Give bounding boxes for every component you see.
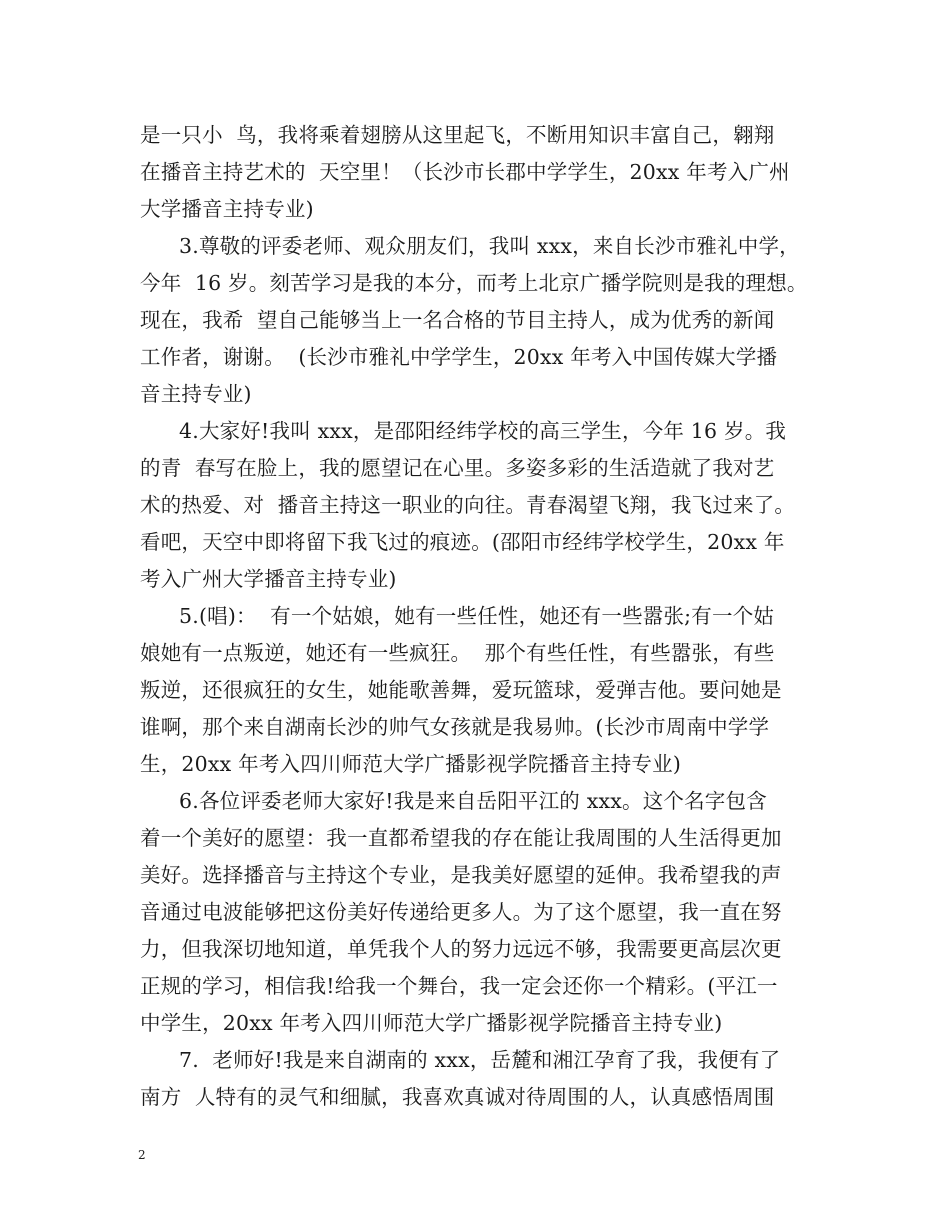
body-text-line: 术的热爱、对 播音主持这一职业的向往。青春渴望飞翔，我飞过来了。 [140, 493, 796, 517]
paragraph-first-line: 5.(唱)： 有一个姑娘，她有一些任性，她还有一些嚣张;有一个姑 [179, 604, 775, 628]
body-text-line: 在播音主持艺术的 天空里！（长沙市长郡中学学生，20xx 年考入广州 [140, 160, 790, 184]
body-text-line: 音主持专业) [140, 382, 252, 406]
body-text-line: 现在，我希 望自己能够当上一名合格的节目主持人，成为优秀的新闻 [140, 308, 775, 332]
body-text-line: 力，但我深切地知道，单凭我个人的努力远远不够，我需要更高层次更 [140, 937, 782, 961]
body-text-line: 生，20xx 年考入四川师范大学广播影视学院播音主持专业) [140, 752, 682, 776]
body-text-line: 着一个美好的愿望：我一直都希望我的存在能让我周围的人生活得更加 [140, 826, 782, 850]
body-text-line: 是一只小 鸟，我将乘着翅膀从这里起飞，不断用知识丰富自己，翱翔 [140, 123, 775, 147]
body-text-line: 正规的学习，相信我!给我一个舞台，我一定会还你一个精彩。(平江一 [140, 974, 778, 998]
body-text-line: 南方 人特有的灵气和细腻，我喜欢真诚对待周围的人，认真感悟周围 [140, 1085, 775, 1109]
body-text-line: 工作者，谢谢。 (长沙市雅礼中学学生，20xx 年考入中国传媒大学播 [140, 345, 778, 369]
body-text-line: 的青 春写在脸上，我的愿望记在心里。多姿多彩的生活造就了我对艺 [140, 456, 775, 480]
body-text-line: 考入广州大学播音主持专业) [140, 567, 397, 591]
body-text-line: 叛逆，还很疯狂的女生，她能歌善舞，爱玩篮球，爱弹吉他。要问她是 [140, 678, 782, 702]
body-text-line: 今年 16 岁。刻苦学习是我的本分，而考上北京广播学院则是我的理想。 [140, 271, 808, 295]
page-number: 2 [138, 1148, 146, 1162]
body-text-line: 美好。选择播音与主持这个专业，是我美好愿望的延伸。我希望我的声 [140, 863, 782, 887]
body-text-line: 看吧，天空中即将留下我飞过的痕迹。(邵阳市经纬学校学生，20xx 年 [140, 530, 785, 554]
paragraph-first-line: 4.大家好!我叫 xxx，是邵阳经纬学校的高三学生，今年 16 岁。我 [179, 419, 787, 443]
paragraph-first-line: 3.尊敬的评委老师、观众朋友们，我叫 xxx，来自长沙市雅礼中学， [179, 234, 800, 258]
body-text-line: 娘她有一点叛逆，她还有一些疯狂。 那个有些任性，有些嚣张，有些 [140, 641, 775, 665]
paragraph-first-line: 6.各位评委老师大家好!我是来自岳阳平江的 xxx。这个名字包含 [179, 789, 767, 813]
body-text-line: 音通过电波能够把这份美好传递给更多人。为了这个愿望，我一直在努 [140, 900, 782, 924]
body-text-line: 中学生，20xx 年考入四川师范大学广播影视学院播音主持专业) [140, 1011, 723, 1035]
body-text-line: 大学播音主持专业) [140, 197, 314, 221]
body-text-line: 谁啊，那个来自湖南长沙的帅气女孩就是我易帅。(长沙市周南中学学 [140, 715, 770, 739]
paragraph-first-line: 7. 老师好!我是来自湖南的 xxx，岳麓和湘江孕育了我，我便有了 [179, 1048, 781, 1072]
